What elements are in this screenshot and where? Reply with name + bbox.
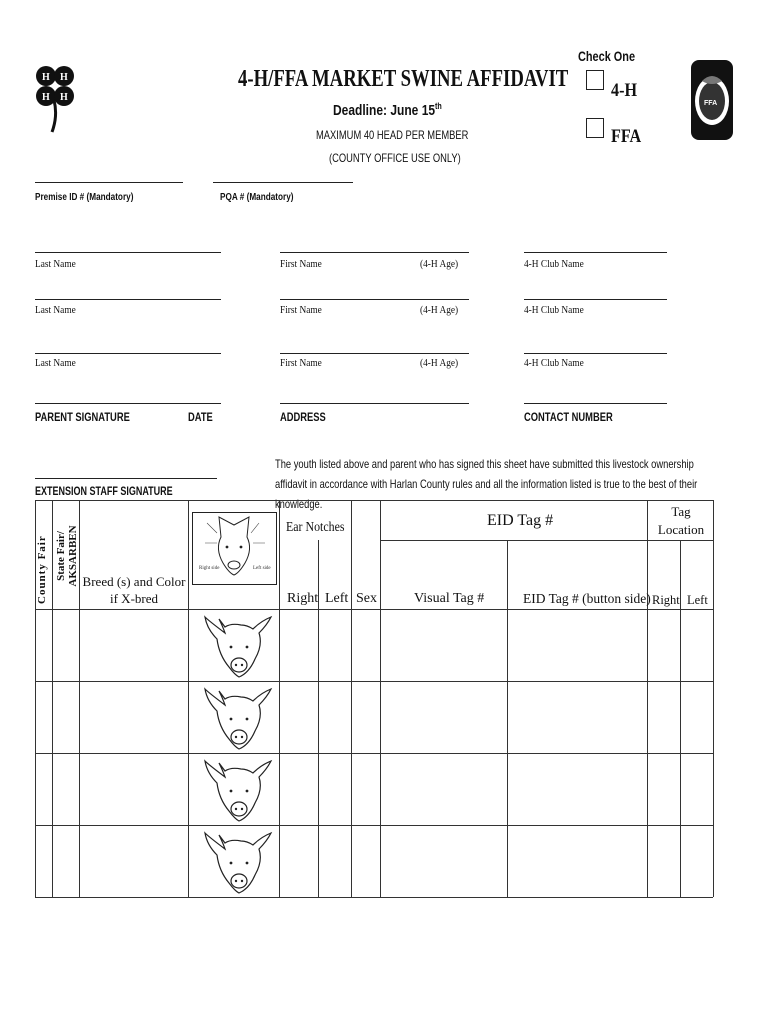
first-name-line-2[interactable]	[280, 299, 469, 300]
eid-button-header: EID Tag # (button side)	[523, 591, 651, 606]
col-line-3	[188, 500, 189, 897]
age-label-3: (4-H Age)	[420, 357, 459, 369]
age-label-1: (4-H Age)	[420, 258, 459, 270]
pqa-label: PQA # (Mandatory)	[220, 192, 294, 203]
four-h-clover-logo	[32, 60, 78, 134]
svg-text:H: H	[60, 72, 68, 83]
pig-ear-diagram-icon	[193, 513, 276, 584]
premise-id-label: Premise ID # (Mandatory)	[35, 192, 134, 203]
col-line-11	[713, 500, 714, 897]
eid-tag-header: EID Tag #	[487, 512, 554, 529]
age-label-2: (4-H Age)	[420, 304, 459, 316]
svg-text:H: H	[42, 72, 50, 83]
tag-location-header: Tag Location	[657, 504, 705, 537]
first-name-line-3[interactable]	[280, 353, 469, 354]
col-line-7	[380, 500, 381, 897]
parent-signature-line[interactable]	[35, 403, 221, 404]
ear-notch-diagram	[192, 512, 277, 585]
pqa-line[interactable]	[213, 182, 353, 183]
contact-number-label: CONTACT NUMBER	[524, 410, 613, 424]
col-line-8	[507, 540, 508, 897]
col-line-5	[318, 540, 319, 897]
extension-signature-label: EXTENSION STAFF SIGNATURE	[35, 484, 173, 498]
breed-header: Breed (s) and Color if X-bred	[82, 574, 186, 606]
last-name-label-1: Last Name	[35, 258, 76, 270]
last-name-line-1[interactable]	[35, 252, 221, 253]
extension-signature-line[interactable]	[35, 478, 217, 479]
first-name-label-1: First Name	[280, 258, 322, 270]
max-head-note: MAXIMUM 40 HEAD PER MEMBER	[316, 128, 469, 142]
ear-notches-header: Ear Notches	[286, 520, 345, 535]
county-office-note: (COUNTY OFFICE USE ONLY)	[329, 151, 461, 165]
date-label: DATE	[188, 410, 213, 424]
address-label: ADDRESS	[280, 410, 326, 424]
last-name-label-2: Last Name	[35, 304, 76, 316]
first-name-label-2: First Name	[280, 304, 322, 316]
page-title: 4-H/FFA MARKET SWINE AFFIDAVIT	[238, 66, 569, 92]
col-line-2	[79, 500, 80, 897]
col-line-1	[52, 500, 53, 897]
pig-head-icon	[201, 829, 273, 895]
visual-tag-header: Visual Tag #	[414, 591, 485, 606]
premise-id-line[interactable]	[35, 182, 183, 183]
club-label-3: 4-H Club Name	[524, 357, 584, 369]
parent-signature-label: PARENT SIGNATURE	[35, 410, 130, 424]
first-name-line-1[interactable]	[280, 252, 469, 253]
last-name-line-3[interactable]	[35, 353, 221, 354]
col-line-6	[351, 500, 352, 897]
club-label-1: 4-H Club Name	[524, 258, 584, 270]
col-line-10	[680, 540, 681, 897]
club-line-3[interactable]	[524, 353, 667, 354]
deadline-text	[333, 101, 442, 119]
first-name-label-3: First Name	[280, 357, 322, 369]
table-row-divider-2	[35, 753, 713, 754]
table-header-bottom	[35, 609, 713, 610]
diagram-right-text: Right side	[199, 566, 220, 571]
svg-text:H: H	[60, 92, 68, 103]
table-row-divider-1	[35, 681, 713, 682]
col-line-4	[279, 500, 280, 897]
check-one-label: Check One	[578, 48, 636, 64]
pig-head-icon	[201, 757, 273, 823]
table-bottom-border	[35, 897, 713, 898]
checkbox-4h[interactable]	[586, 70, 604, 90]
table-header-divider	[380, 540, 713, 541]
address-line[interactable]	[280, 403, 469, 404]
svg-text:H: H	[42, 92, 50, 103]
last-name-line-2[interactable]	[35, 299, 221, 300]
option-ffa-label: FFA	[611, 126, 642, 147]
table-top-border	[35, 500, 713, 501]
state-fair-header	[55, 506, 79, 606]
state-fair-header-text: State Fair/ AKSARBEN	[55, 525, 79, 587]
table-row-divider-3	[35, 825, 713, 826]
ear-left-header: Left	[325, 591, 349, 606]
col-line-9	[647, 500, 648, 897]
deadline-suffix: th	[435, 101, 442, 111]
last-name-label-3: Last Name	[35, 357, 76, 369]
svg-text:FFA: FFA	[704, 100, 718, 107]
club-line-2[interactable]	[524, 299, 667, 300]
contact-number-line[interactable]	[524, 403, 667, 404]
ear-right-header: Right	[287, 591, 319, 606]
tag-left-header: Left	[687, 593, 708, 607]
club-line-1[interactable]	[524, 252, 667, 253]
checkbox-ffa[interactable]	[586, 118, 604, 138]
club-label-2: 4-H Club Name	[524, 304, 584, 316]
county-fair-header: County Fair	[36, 535, 48, 604]
diagram-left-text: Left side	[253, 566, 271, 571]
deadline-label: Deadline: June 15	[333, 102, 436, 119]
ffa-emblem-logo	[690, 59, 734, 141]
tag-right-header: Right	[652, 593, 680, 607]
ownership-statement: The youth listed above and parent who has signed this sheet have submitted this livestock ownership affidavit in accordance with Harlan County rules and all the information listed is true to the best of their knowledge.	[275, 457, 698, 511]
sex-header: Sex	[356, 591, 377, 606]
option-4h-label: 4-H	[611, 80, 638, 101]
pig-head-icon	[201, 685, 273, 751]
pig-head-icon	[201, 613, 273, 679]
